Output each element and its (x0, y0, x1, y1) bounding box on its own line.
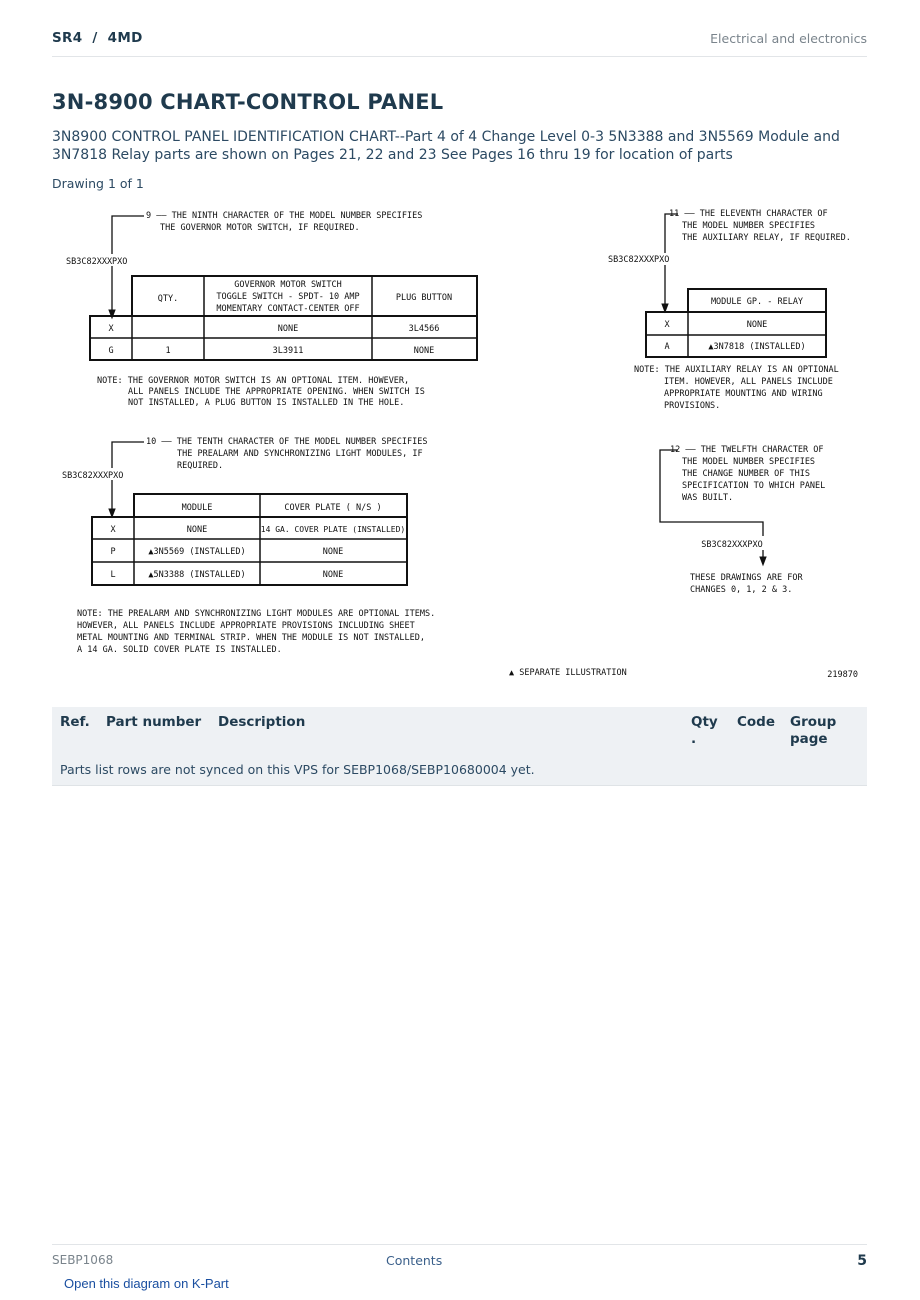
tenth-callout-line: REQUIRED. (177, 461, 224, 471)
plug-header: PLUG BUTTON (395, 293, 453, 303)
row-code: X (110, 525, 116, 535)
ninth-note-line: NOTE: THE GOVERNOR MOTOR SWITCH IS AN OPTIONAL ITEM. HOWEVER, (97, 376, 410, 386)
drawing-svg (52, 198, 867, 693)
tenth-note-line: HOWEVER, ALL PANELS INCLUDE APPROPRIATE PROVISIONS INCLUDING SHEET (77, 621, 415, 631)
twelfth-callout-line: THE MODEL NUMBER SPECIFIES (682, 457, 816, 467)
eleventh-note-line: ITEM. HOWEVER, ALL PANELS INCLUDE (664, 377, 833, 387)
section-label: Electrical and electronics (710, 31, 867, 46)
column-group-page: Group page (790, 714, 837, 747)
row-code: X (108, 324, 114, 334)
column-qty: Qty . (691, 714, 718, 747)
row-code: G (108, 346, 114, 356)
column-description: Description (218, 714, 306, 730)
switch-header-line: TOGGLE SWITCH - SPDT- 10 AMP (216, 292, 360, 302)
cover-header: COVER PLATE ( N/S ) (284, 503, 382, 513)
twelfth-callout-line: 12 —— THE TWELFTH CHARACTER OF (670, 445, 824, 455)
ninth-note-line: ALL PANELS INCLUDE THE APPROPRIATE OPENING. WHEN SWITCH IS (128, 387, 425, 397)
twelfth-character-section (670, 445, 825, 595)
eleventh-note-line: NOTE: THE AUXILIARY RELAY IS AN OPTIONAL (634, 365, 839, 375)
open-kpart-link[interactable]: Open this diagram on K-Part (64, 1276, 229, 1291)
tenth-callout-line: 10 —— THE TENTH CHARACTER OF THE MODEL NUMBER SPECIFIES (146, 437, 428, 447)
twelfth-callout-line: WAS BUILT. (682, 493, 734, 503)
separate-illustration-legend: ▲ SEPARATE ILLUSTRATION (509, 668, 627, 678)
column-ref: Ref. (60, 714, 90, 730)
twelfth-callout-line: THE CHANGE NUMBER OF THIS (682, 469, 810, 479)
model-code: SB3C82XXXPXO (62, 471, 124, 481)
row-plug: NONE (413, 346, 435, 356)
row-module: ▲3N5569 (INSTALLED) (148, 547, 246, 557)
row-module: NONE (746, 320, 768, 330)
twelfth-callout-line: SPECIFICATION TO WHICH PANEL (682, 481, 826, 491)
tenth-character-section (62, 437, 435, 655)
ninth-note-line: NOT INSTALLED, A PLUG BUTTON IS INSTALLED IN THE HOLE. (128, 398, 405, 408)
switch-header-line: GOVERNOR MOTOR SWITCH (234, 280, 342, 290)
page-number: 5 (857, 1253, 867, 1269)
contents-link[interactable]: Contents (386, 1253, 443, 1268)
row-qty: 1 (165, 346, 171, 356)
eleventh-note-line: PROVISIONS. (664, 401, 721, 411)
ninth-character-section (66, 211, 452, 408)
eleventh-callout-line: THE MODEL NUMBER SPECIFIES (682, 221, 816, 231)
model-code: SB3C82XXXPXO (608, 255, 670, 265)
module-header: MODULE (181, 503, 213, 513)
page-title: 3N-8900 CHART-CONTROL PANEL (52, 90, 444, 114)
column-code: Code (737, 714, 776, 730)
parts-empty-message: Parts list rows are not synced on this VPS for SEBP1068/SEBP10680004 yet. (60, 762, 535, 777)
row-module: NONE (186, 525, 208, 535)
eleventh-character-section (608, 209, 851, 411)
switch-header-line: MOMENTARY CONTACT-CENTER OFF (216, 304, 360, 314)
eleventh-callout-line: 11 —— THE ELEVENTH CHARACTER OF (669, 209, 828, 219)
ninth-callout-line: THE GOVERNOR MOTOR SWITCH, IF REQUIRED. (160, 223, 360, 233)
control-panel-drawing (52, 198, 867, 693)
row-cover: NONE (322, 570, 344, 580)
twelfth-note-line: CHANGES 0, 1, 2 & 3. (690, 585, 793, 595)
column-part-number: Part number (106, 714, 202, 730)
row-switch: NONE (277, 324, 299, 334)
page-header (52, 28, 867, 57)
relay-header: MODULE GP. - RELAY (710, 297, 804, 307)
row-plug: 3L4566 (408, 324, 440, 334)
tenth-note-line: A 14 GA. SOLID COVER PLATE IS INSTALLED. (77, 645, 282, 655)
parts-table-header (52, 707, 867, 757)
page-footer (52, 1244, 867, 1273)
row-code: A (664, 342, 670, 352)
eleventh-note-line: APPROPRIATE MOUNTING AND WIRING (664, 389, 823, 399)
eleventh-callout-line: THE AUXILIARY RELAY, IF REQUIRED. (682, 233, 851, 243)
row-module: ▲3N7818 (INSTALLED) (708, 342, 806, 352)
parts-table (52, 707, 867, 786)
drawing-label: Drawing 1 of 1 (52, 176, 144, 191)
row-code: L (110, 570, 116, 580)
row-switch: 3L3911 (272, 346, 304, 356)
model-code: SB3C82XXXPXO (66, 257, 128, 267)
tenth-callout-line: THE PREALARM AND SYNCHRONIZING LIGHT MODULES, IF (177, 449, 423, 459)
row-cover: 14 GA. COVER PLATE (INSTALLED) (260, 525, 406, 534)
model-breadcrumb: SR4 / 4MD (52, 30, 143, 46)
qty-header: QTY. (157, 294, 179, 304)
model-code: SB3C82XXXPXO (701, 540, 763, 550)
twelfth-note-line: THESE DRAWINGS ARE FOR (690, 573, 803, 583)
ninth-callout-line: 9 —— THE NINTH CHARACTER OF THE MODEL NUMBER SPECIFIES (146, 211, 423, 221)
row-code: X (664, 320, 670, 330)
row-cover: NONE (322, 547, 344, 557)
tenth-note-line: METAL MOUNTING AND TERMINAL STRIP. WHEN THE MODULE IS NOT INSTALLED, (77, 633, 425, 643)
drawing-number: 219870 (827, 670, 858, 680)
row-module: ▲5N3388 (INSTALLED) (148, 570, 246, 580)
doc-id: SEBP1068 (52, 1253, 114, 1267)
row-code: P (110, 547, 116, 557)
page-description: 3N8900 CONTROL PANEL IDENTIFICATION CHART--Part 4 of 4 Change Level 0-3 5N3388 and 3N5569 Module and 3N7818 Relay parts are shown on Pages 21, 22 and 23 See Pages 16 thru 19 for location of parts (52, 129, 840, 163)
tenth-note-line: NOTE: THE PREALARM AND SYNCHRONIZING LIGHT MODULES ARE OPTIONAL ITEMS. (77, 609, 436, 619)
